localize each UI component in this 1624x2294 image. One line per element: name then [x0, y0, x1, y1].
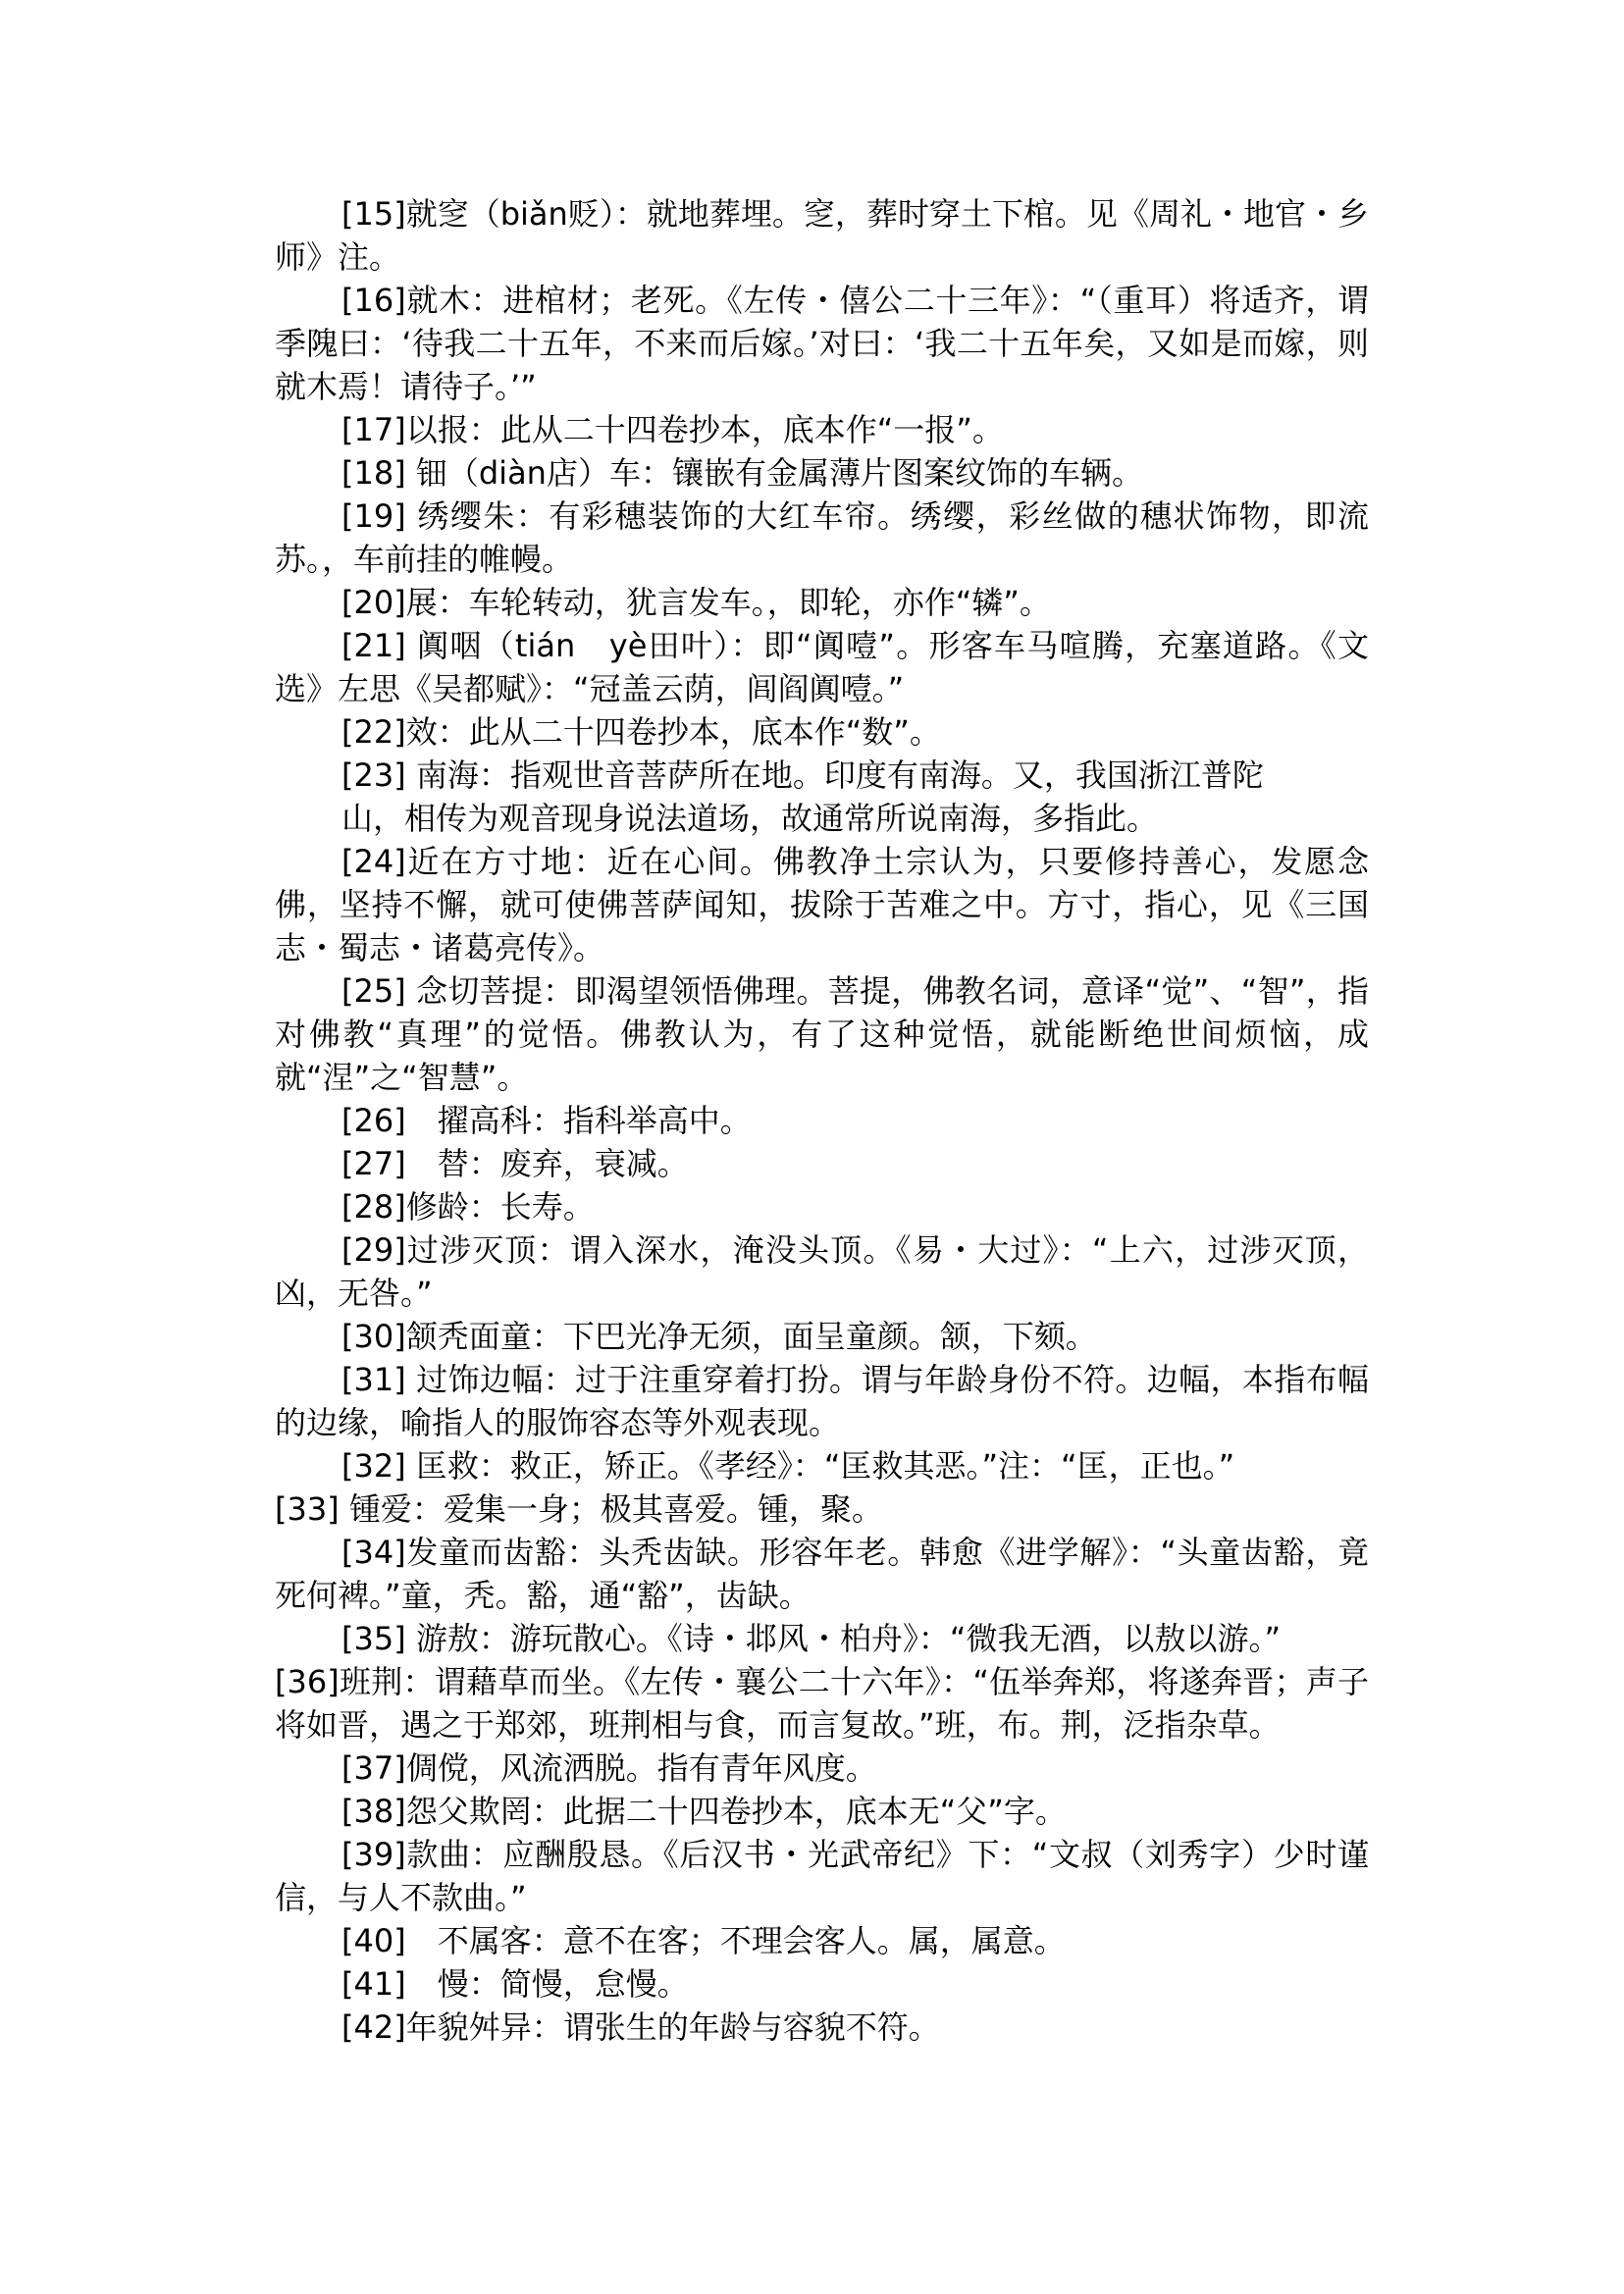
note-22: [22]效：此从二十四卷抄本，底本作“数”。 [341, 713, 941, 751]
note-21: [21] 阗咽（tián yè田叶）：即“阗噎”。形客车马喧腾，充塞道路。《文选》左思《吴都赋》：“冠盖云荫，闾阎阗噎。” [275, 627, 1369, 707]
note-19: [19] 绣缨朱：有彩穗装饰的大红车帘。绣缨，彩丝做的穗状饰物，即流苏。，车前挂的帷幔。 [275, 497, 1369, 578]
note-37: [37]倜傥，风流洒脱。指有青年风度。 [341, 1749, 877, 1787]
note-36: [36]班荆：谓藉草而坐。《左传・襄公二十六年》：“伍举奔郑，将遂奔晋；声子将如晋，遇之于郑郊，班荆相与食，而言复故。”班，布。荆，泛指杂草。 [275, 1663, 1369, 1744]
note-16: [16]就木：进棺材；老死。《左传・僖公二十三年》：“（重耳）将适齐，谓季隗曰：‘待我二十五年，不来而后嫁。’对曰：‘我二十五年矣，又如是而嫁，则就木焉！请待子。’” [275, 282, 1369, 405]
note-32: [32] 匡救：救正，矫正。《孝经》：“匡救其恶。”注：“匡，正也。” [341, 1447, 1235, 1485]
note-28: [28]修龄：长寿。 [341, 1188, 595, 1225]
note-40: [40] 不属客：意不在客；不理会客人。属，属意。 [341, 1922, 1066, 1959]
note-24: [24]近在方寸地：近在心间。佛教净土宗认为，只要修持善心，发愿念佛，坚持不懈，就可使佛菩萨闻知，拔除于苦难之中。方寸，指心，见《三国志・蜀志・诸葛亮传》。 [275, 843, 1369, 966]
note-34: [34]发童而齿豁：头秃齿缺。形容年老。韩愈《进学解》：“头童齿豁，竟死何裨。”童，秃。豁，通“豁”，齿缺。 [275, 1534, 1369, 1614]
note-17: [17]以报：此从二十四卷抄本，底本作“一报”。 [341, 411, 1004, 448]
note-42: [42]年貌舛异：谓张生的年龄与容貌不符。 [341, 2008, 940, 2046]
note-30: [30]颔秃面童：下巴光净无须，面呈童颜。颔，下颏。 [341, 1318, 1097, 1355]
note-25: [25] 念切菩提：即渴望领悟佛理。菩提，佛教名词，意译“觉”、“智”，指对佛教“真理”的觉悟。佛教认为，有了这种觉悟，就能断绝世间烦恼，成就“涅”之“智慧”。 [275, 972, 1369, 1096]
note-31: [31] 过饰边幅：过于注重穿着打扮。谓与年龄身份不符。边幅，本指布幅的边缘，喻指人的服饰容态等外观表现。 [275, 1361, 1369, 1441]
note-35: [35] 游敖：游玩散心。《诗・邶风・柏舟》：“微我无酒，以敖以游。” [341, 1620, 1282, 1657]
note-27: [27] 替：废弃，衰减。 [341, 1145, 689, 1182]
note-39: [39]款曲：应酬殷恳。《后汉书・光武帝纪》下：“文叔（刘秀字）少时谨信，与人不款曲。” [275, 1836, 1369, 1916]
note-29: [29]过涉灭顶：谓入深水，淹没头顶。《易・大过》：“上六，过涉灭顶，凶，无咎。” [275, 1231, 1369, 1312]
note-23-line-2: 山，相传为观音现身说法道场，故通常所说南海，多指此。 [341, 800, 1159, 837]
note-33: [33] 锺爱：爱集一身；极其喜爱。锺，聚。 [275, 1490, 883, 1528]
note-26: [26] 擢高科：指科举高中。 [341, 1102, 752, 1139]
note-41: [41] 慢：简慢，怠慢。 [341, 1965, 689, 2003]
note-38: [38]怨父欺罔：此据二十四卷抄本，底本无“父”字。 [341, 1793, 1067, 1830]
notes-page [275, 192, 1369, 2049]
note-18: [18] 钿（diàn店）车：镶嵌有金属薄片图案纹饰的车辆。 [341, 454, 1143, 492]
note-20: [20]展：车轮转动，犹言发车。，即轮，亦作“辚”。 [341, 584, 1051, 621]
note-23-line-1: [23] 南海：指观世音菩萨所在地。印度有南海。又，我国浙江普陀 [341, 756, 1264, 794]
note-15: [15]就窆（biǎn贬）：就地葬埋。窆，葬时穿土下棺。见《周礼・地官・乡师》注。 [275, 195, 1369, 276]
